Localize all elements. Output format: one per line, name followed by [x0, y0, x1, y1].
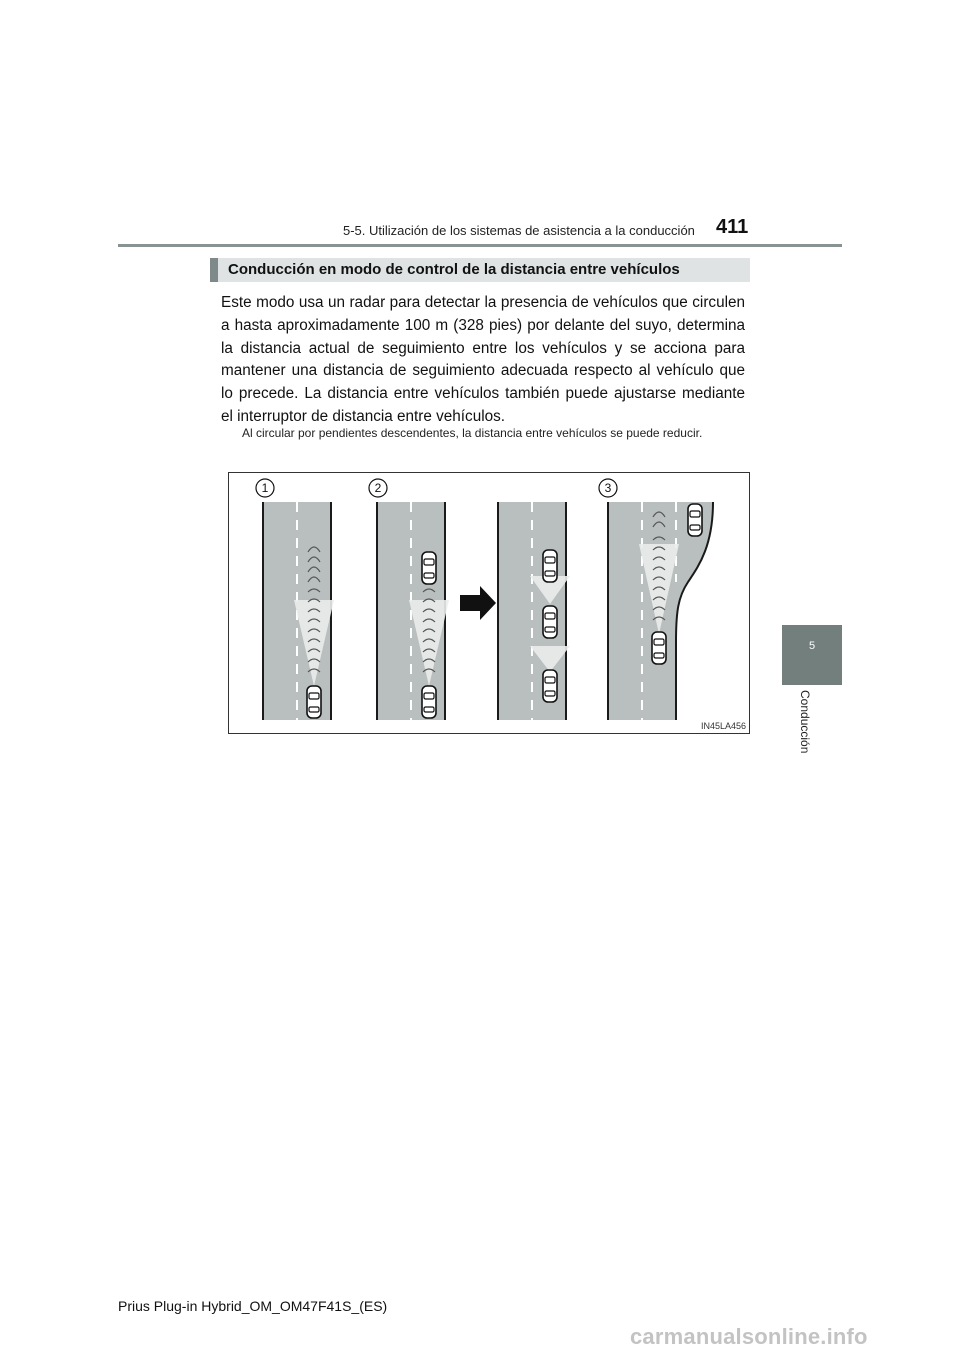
note-paragraph: Al circular por pendientes descendentes, la distancia entre vehículos se puede reducir. — [242, 426, 703, 440]
body-paragraph: Este modo usa un radar para detectar la presencia de vehículos que circulen a hasta aproximadamente 100 m (328 pies) por delante del suyo, determina la distancia actual de seguimiento entre los vehículos y se acciona para mantener una distancia de seguimiento adecuada respecto al vehículo que lo precede. La distancia entre vehículos también puede ajustarse mediante el interruptor de distancia entre vehículos. — [221, 294, 745, 425]
chapter-tab-label: Conducción — [798, 690, 812, 754]
callout-3 — [599, 479, 617, 497]
road-panel-1 — [263, 502, 334, 720]
chapter-tab — [782, 625, 842, 685]
callout-1-label: 1 — [261, 481, 269, 495]
running-header-section-title: 5-5. Utilización de los sistemas de asistencia a la conducción — [343, 223, 695, 238]
road-panel-3 — [498, 502, 570, 720]
car-icon — [688, 504, 702, 536]
callout-3-label: 3 — [604, 481, 612, 495]
chapter-tab-number: 5 — [808, 640, 816, 652]
watermark-text: carmanualsonline.info — [630, 1324, 868, 1349]
car-icon — [422, 552, 436, 584]
figure-code: IN45LA456 — [700, 721, 746, 731]
car-icon — [652, 632, 666, 664]
car-icon — [543, 550, 557, 582]
callout-2 — [369, 479, 387, 497]
callout-1 — [256, 479, 274, 497]
document-footer: Prius Plug-in Hybrid_OM_OM47F41S_(ES) — [118, 1298, 388, 1314]
section-heading: Conducción en modo de control de la distancia entre vehículos — [210, 258, 750, 282]
car-icon — [307, 686, 321, 718]
page-number: 411 — [716, 216, 749, 238]
car-icon — [543, 606, 557, 638]
following-distance-illustration — [228, 472, 750, 734]
car-icon — [422, 686, 436, 718]
car-icon — [543, 670, 557, 702]
callout-2-label: 2 — [374, 481, 382, 495]
road-panel-2 — [377, 502, 449, 720]
header-rule — [118, 244, 842, 247]
